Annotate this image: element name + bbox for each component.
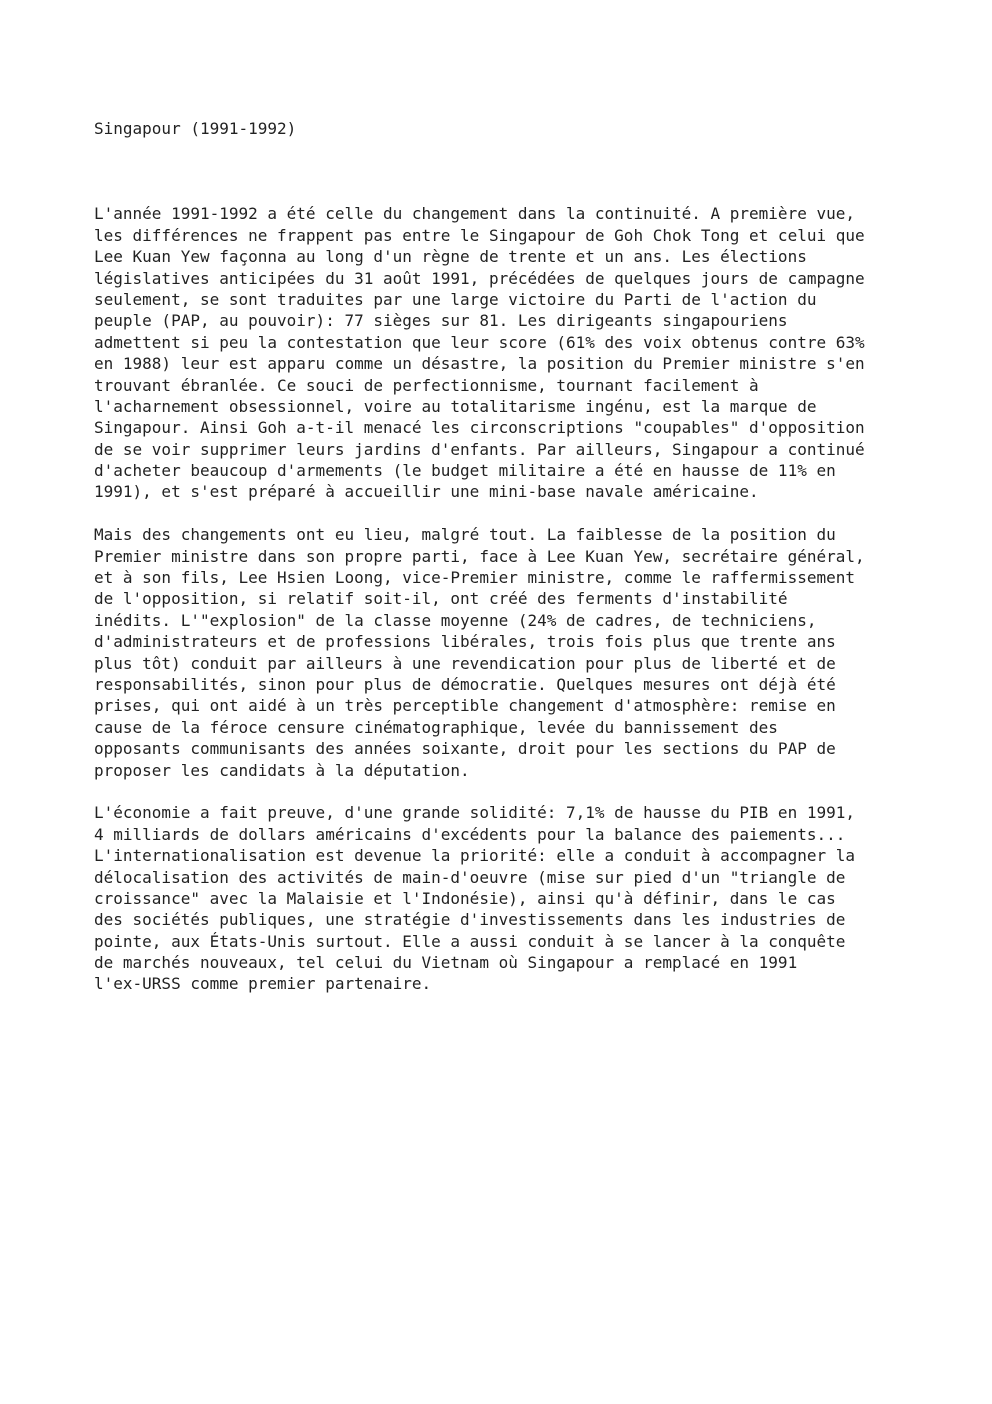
text-line: Premier ministre dans son propre parti, face à Lee Kuan Yew, secrétaire général, [94, 546, 865, 566]
text-line: d'acheter beaucoup d'armements (le budget militaire a été en hausse de 11% en [94, 461, 836, 481]
text-line: inédits. L'"explosion" de la classe moyenne (24% de cadres, de techniciens, [94, 610, 817, 630]
text-line: responsabilités, sinon pour plus de démocratie. Quelques mesures ont déjà été [94, 675, 836, 694]
text-line: l'ex-URSS comme premier partenaire. [94, 974, 432, 994]
text-line: proposer les candidats à la députation. [94, 760, 470, 780]
text-line: Mais des changements ont eu lieu, malgré tout. La faiblesse de la position du [94, 525, 836, 545]
text-line: admettent si peu la contestation que leur score (61% des voix obtenus contre 63% [94, 332, 865, 352]
text-line: législatives anticipées du 31 août 1991, précédées de quelques jours de campagne [94, 268, 865, 288]
text-line: pointe, aux États-Unis surtout. Elle a aussi conduit à se lancer à la conquête [94, 931, 846, 951]
text-line: trouvant ébranlée. Ce souci de perfectionnisme, tournant facilement à [94, 375, 759, 395]
text-line: des sociétés publiques, une stratégie d'investissements dans les industries de [94, 910, 846, 930]
text-line: seulement, se sont traduites par une large victoire du Parti de l'action du [94, 289, 817, 309]
text-line: L'internationalisation est devenue la priorité: elle a conduit à accompagner la [94, 846, 855, 866]
text-line: Singapour. Ainsi Goh a-t-il menacé les circonscriptions "coupables" d'opposition [94, 418, 865, 438]
document-title: Singapour (1991-1992) [94, 119, 297, 138]
text-line: en 1988) leur est apparu comme un désastre, la position du Premier ministre s'en [94, 354, 865, 374]
text-line: 1991), et s'est préparé à accueillir une mini-base navale américaine. [94, 482, 759, 502]
text-line: prises, qui ont aidé à un très perceptible changement d'atmosphère: remise en [94, 696, 836, 716]
paragraph [94, 203, 914, 502]
paragraph [94, 802, 914, 995]
text-line: croissance" avec la Malaisie et l'Indonésie), ainsi qu'à définir, dans le cas [94, 888, 836, 908]
document-body [94, 203, 914, 994]
text-line: 4 milliards de dollars américains d'excédents pour la balance des paiements... [94, 824, 846, 844]
text-line: l'acharnement obsessionnel, voire au totalitarisme ingénu, est la marque de [94, 396, 817, 416]
text-line: de l'opposition, si relatif soit-il, ont créé des ferments d'instabilité [94, 589, 788, 609]
document-page [94, 118, 914, 1016]
text-line: L'économie a fait preuve, d'une grande solidité: 7,1% de hausse du PIB en 1991, [94, 803, 855, 823]
text-line: de marchés nouveaux, tel celui du Vietnam où Singapour a remplacé en 1991 [94, 953, 798, 973]
text-line: cause de la féroce censure cinématographique, levée du bannissement des [94, 717, 778, 737]
text-line: Lee Kuan Yew façonna au long d'un règne de trente et un ans. Les élections [94, 247, 807, 267]
text-line: d'administrateurs et de professions libérales, trois fois plus que trente ans [94, 632, 836, 652]
text-line: de se voir supprimer leurs jardins d'enfants. Par ailleurs, Singapour a continué [94, 439, 865, 459]
paragraph [94, 524, 914, 781]
text-line: L'année 1991-1992 a été celle du changement dans la continuité. A première vue, [94, 204, 855, 224]
text-line: et à son fils, Lee Hsien Loong, vice-Premier ministre, comme le raffermissement [94, 568, 855, 588]
text-line: délocalisation des activités de main-d'oeuvre (mise sur pied d'un "triangle de [94, 867, 846, 887]
text-line: peuple (PAP, au pouvoir): 77 sièges sur 81. Les dirigeants singapouriens [94, 311, 788, 331]
text-line: les différences ne frappent pas entre le Singapour de Goh Chok Tong et celui que [94, 225, 865, 245]
text-line: opposants communisants des années soixante, droit pour les sections du PAP de [94, 739, 836, 759]
text-line: plus tôt) conduit par ailleurs à une revendication pour plus de liberté et de [94, 653, 836, 673]
